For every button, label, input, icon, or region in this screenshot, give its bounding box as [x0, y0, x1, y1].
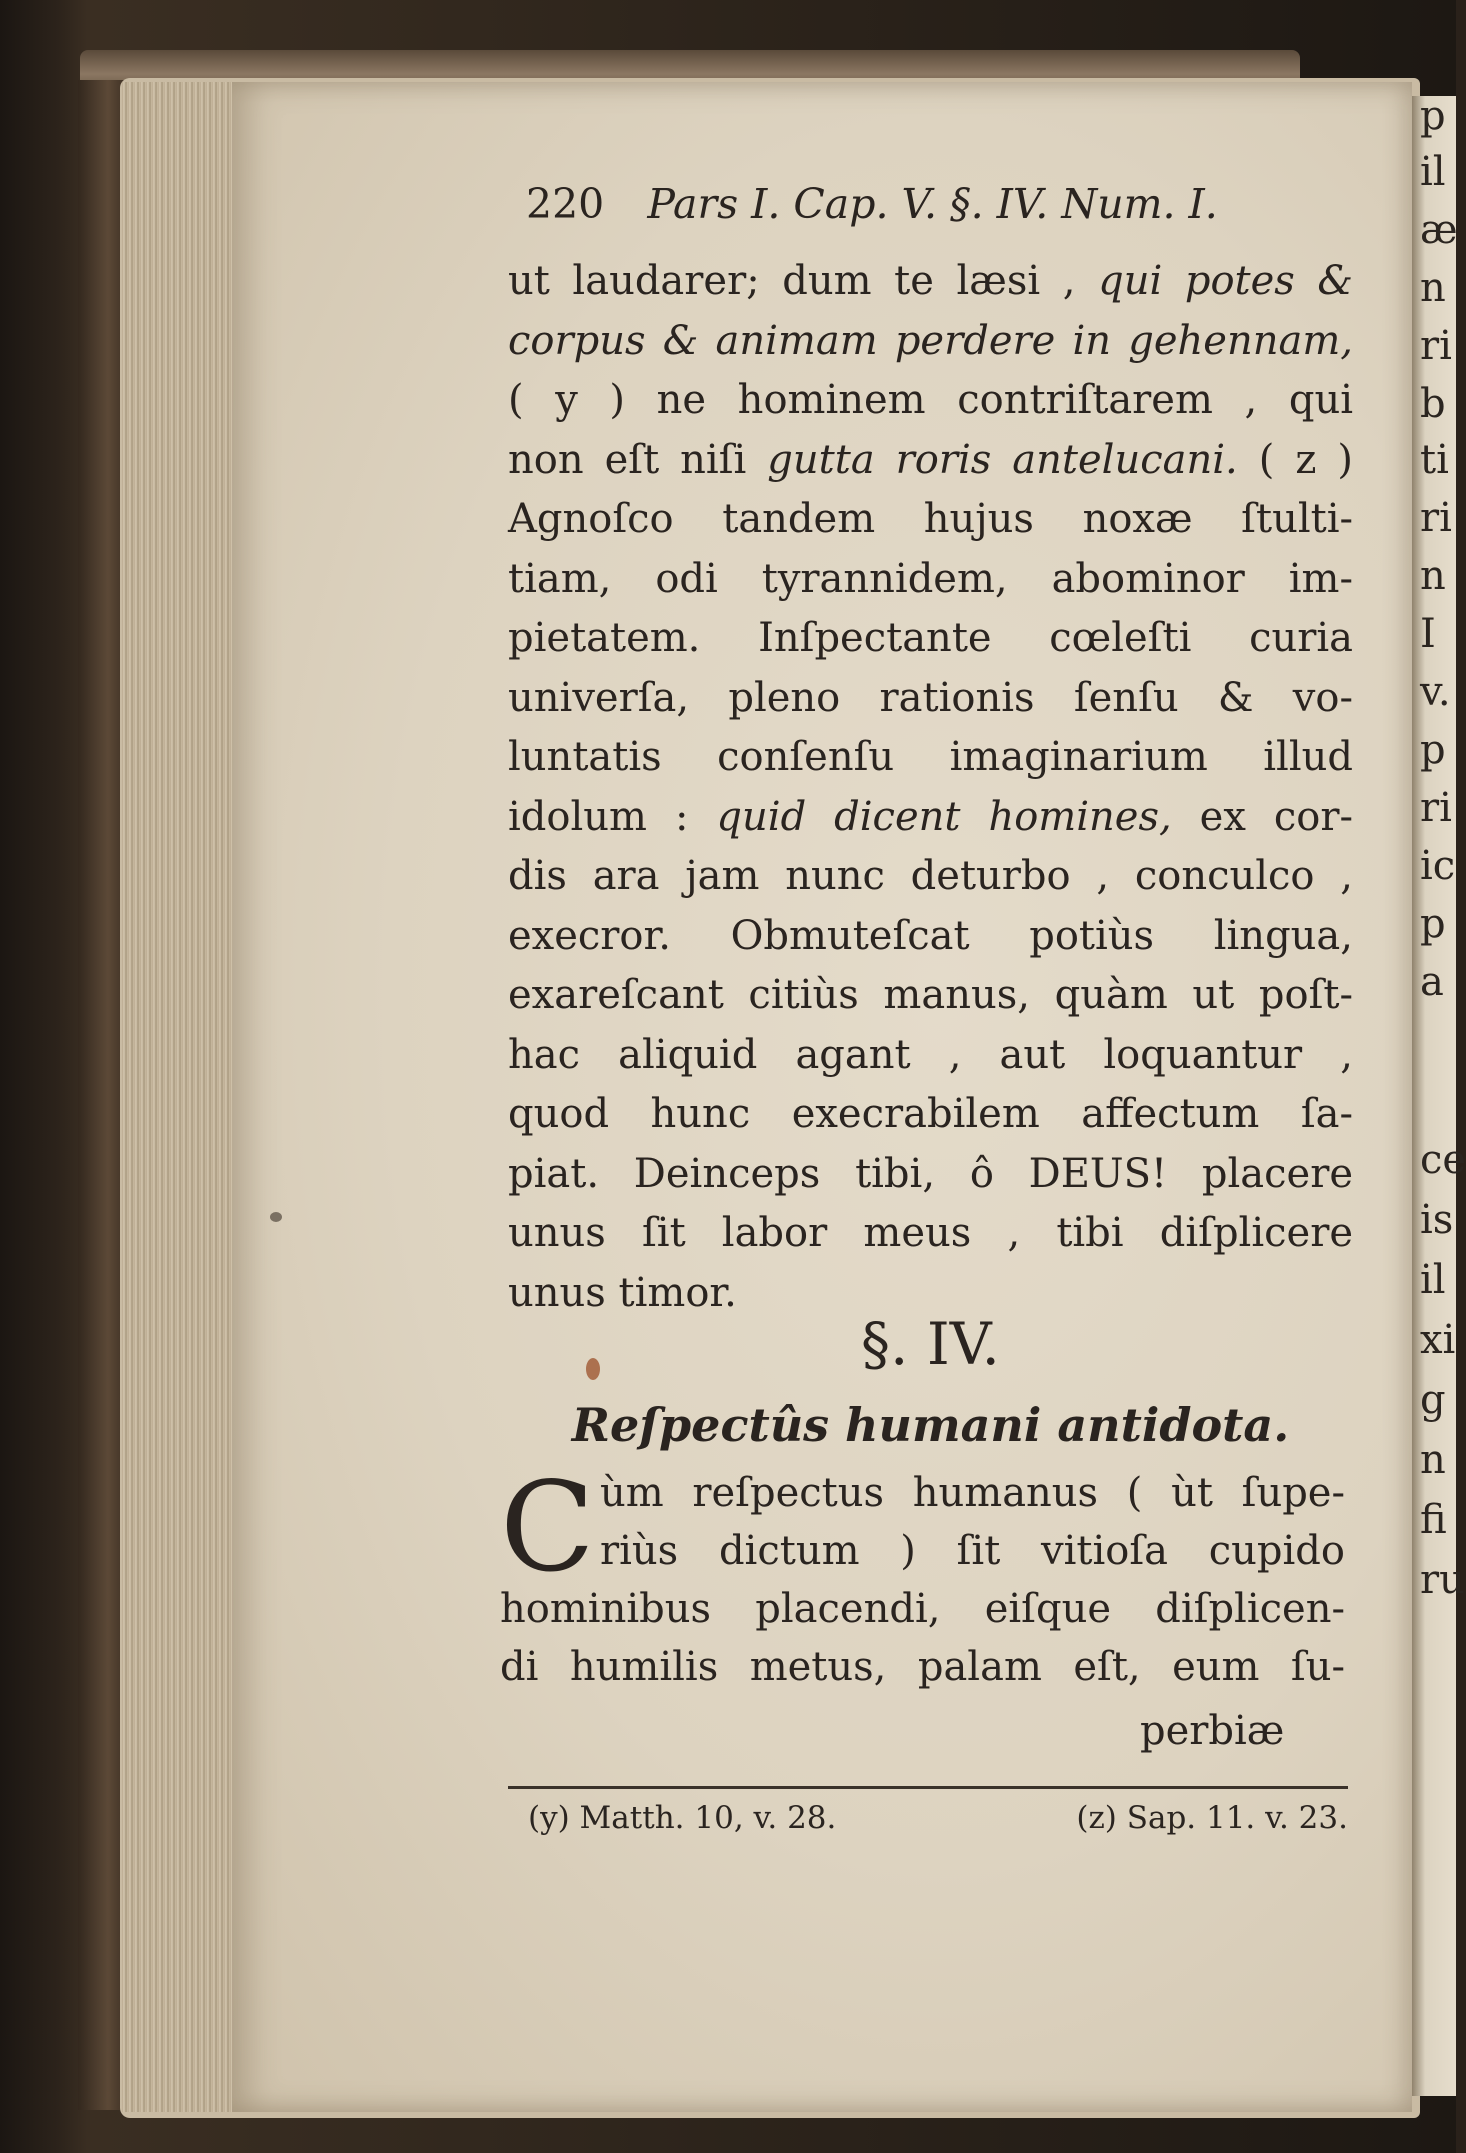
facing-page-fragment: il [1420, 149, 1446, 195]
text-segment: tiam, odi tyrannidem, abominor im- [508, 555, 1353, 602]
page-number: 220 [526, 180, 605, 228]
text-line [508, 728, 1353, 788]
text-line [508, 371, 1353, 431]
text-line [508, 312, 1353, 372]
text-segment: unus timor. [508, 1269, 737, 1316]
text-segment: non eſt niſi [508, 436, 768, 483]
text-line: ùm reſpectus humanus ( ùt ſupe- [600, 1470, 1345, 1516]
text-segment: hac aliquid agant , aut loquantur , [508, 1031, 1353, 1078]
text-segment: quod hunc execrabilem affectum ſa- [508, 1091, 1353, 1137]
running-title: Pars I. Cap. V. §. IV. Num. I. [647, 180, 1218, 228]
stain-spot [270, 1212, 282, 1222]
text-segment: univerſa, pleno rationis ſenſu & vo- [508, 674, 1353, 721]
running-header [526, 180, 1316, 228]
text-segment: quid dicent homines, [716, 793, 1172, 840]
catchword: perbiæ [1140, 1708, 1285, 1754]
text-line [508, 252, 1353, 312]
facing-page-fragment: v. [1420, 669, 1451, 715]
facing-page-fragment: g [1420, 1377, 1446, 1423]
facing-page-fragment: p [1420, 727, 1446, 773]
facing-page-fragment: ce [1420, 1137, 1466, 1183]
drop-cap: C [500, 1456, 595, 1600]
text-segment: idolum : [508, 793, 717, 840]
facing-page-fragment: a [1420, 959, 1444, 1005]
text-line [508, 1204, 1353, 1264]
facing-page-edge [1412, 93, 1466, 2096]
facing-page-fragment: ri [1420, 323, 1452, 369]
section-heading: §. IV. [861, 1310, 1000, 1378]
text-line [508, 490, 1353, 550]
footnotes [528, 1800, 1348, 1836]
text-segment: exareſcant citiùs manus, quàm ut poſt- [508, 972, 1353, 1018]
facing-page-fragment: ti [1420, 437, 1449, 483]
text-line: riùs dictum ) ſit vitioſa cupido [600, 1528, 1345, 1574]
text-segment: gutta roris antelucani. [767, 436, 1238, 483]
paragraph-2 [500, 1456, 1345, 1696]
text-line [508, 1145, 1353, 1205]
text-line [508, 788, 1353, 848]
facing-page-fragment: b [1420, 381, 1446, 427]
text-segment: luntatis conſenſu imaginarium illud [508, 734, 1353, 780]
facing-page-fragment: il [1420, 1257, 1446, 1303]
facing-page-fragment: I [1420, 611, 1436, 657]
section-title: Reſpectûs humani antidota. [571, 1398, 1290, 1452]
text-line [508, 550, 1353, 610]
text-line: di humilis metus, palam eſt, eum ſu- [500, 1644, 1345, 1690]
text-line [508, 966, 1353, 1026]
text-line [508, 431, 1353, 491]
facing-page-fragment: p [1420, 93, 1446, 139]
footnote-y: (y) Matth. 10, v. 28. [528, 1800, 837, 1836]
text-line [508, 907, 1353, 967]
text-segment: ( y ) ne hominem contriſtarem , qui [508, 377, 1353, 423]
text-segment: corpus & animam perdere in gehennam, [508, 317, 1353, 364]
facing-page-fragment: æ [1420, 207, 1458, 253]
text-segment: execror. Obmuteſcat potiùs lingua, [508, 912, 1353, 959]
text-segment: ex cor- [1171, 793, 1353, 840]
text-line [508, 847, 1353, 907]
facing-page-fragment: ic [1420, 843, 1456, 889]
facing-page-fragment: n [1420, 1437, 1446, 1483]
facing-page-fragment: p [1420, 901, 1446, 947]
page-edges [122, 82, 232, 2112]
facing-page-fragment: ri [1420, 785, 1452, 831]
facing-page-fragment: n [1420, 265, 1446, 311]
text-line [508, 1085, 1353, 1145]
facing-page-fragment: ri [1420, 495, 1452, 541]
text-segment: pietatem. Inſpectante cœleſti curia [508, 615, 1353, 661]
facing-page-fragment: is [1420, 1197, 1454, 1243]
text-segment: Agnoſco tandem hujus noxæ ſtulti- [508, 496, 1353, 542]
text-segment: qui potes & [1098, 258, 1353, 304]
facing-page-fragment: fi [1420, 1497, 1447, 1543]
text-line [508, 609, 1353, 669]
facing-page-fragment: n [1420, 553, 1446, 599]
body-text [508, 252, 1353, 1323]
text-segment: ut laudarer; dum te læsi , [508, 258, 1099, 304]
facing-page-fragment: ru [1420, 1557, 1465, 1603]
text-segment: unus ſit labor meus , tibi diſplicere [508, 1210, 1353, 1256]
text-segment: dis ara jam nunc deturbo , conculco , [508, 853, 1353, 899]
text-line: hominibus placendi, eiſque diſplicen- [500, 1586, 1345, 1632]
footnote-z: (z) Sap. 11. v. 23. [1076, 1800, 1348, 1836]
text-line [508, 1026, 1353, 1086]
facing-page-fragment: xi [1420, 1317, 1456, 1363]
footnote-rule [508, 1786, 1348, 1789]
text-segment: piat. Deinceps tibi, ô DEUS! placere [508, 1150, 1353, 1197]
text-segment: ( z ) [1237, 436, 1354, 483]
text-line [508, 669, 1353, 729]
